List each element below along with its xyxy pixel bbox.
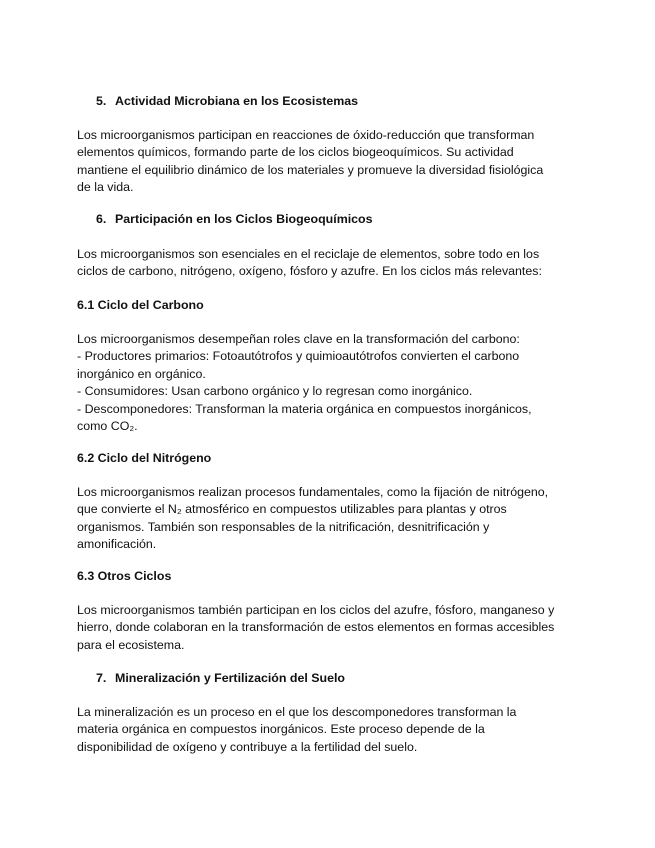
section-6-paragraph (77, 246, 577, 281)
subsection-6-2-heading: 6.2 Ciclo del Nitrógeno (77, 451, 212, 465)
paragraph-line: materia orgánica en compuestos inorgánicos. Este proceso depende de la (77, 722, 485, 737)
paragraph-line: Los microorganismos desempeñan roles clave en la transformación del carbono: (77, 332, 520, 346)
subsection-6-3-paragraph (77, 602, 577, 654)
paragraph-line: elementos químicos, formando parte de los ciclos biogeoquímicos. Su actividad (77, 145, 514, 160)
paragraph-line: Los microorganismos también participan en los ciclos del azufre, fósforo, manganeso y (77, 603, 555, 617)
subsection-6-1-paragraph (77, 331, 577, 435)
paragraph-line: ciclos de carbono, nitrógeno, oxígeno, fósforo y azufre. En los ciclos más relevantes: (77, 264, 542, 279)
paragraph-line: - Productores primarios: Fotoautótrofos y quimioautótrofos convierten el carbono (77, 349, 520, 364)
subsection-6-1-heading: 6.1 Ciclo del Carbono (77, 298, 204, 312)
paragraph-line: organismos. También son responsables de la nitrificación, desnitrificación y (77, 519, 490, 534)
section-5-paragraph (77, 127, 577, 197)
paragraph-line: amonificación. (77, 537, 157, 552)
section-6-heading (96, 211, 596, 228)
paragraph-line: inorgánico en orgánico. (77, 366, 206, 381)
section-5-heading (96, 93, 596, 110)
paragraph-line: - Descomponedores: Transforman la materia orgánica en compuestos inorgánicos, (77, 401, 532, 416)
paragraph-line: hierro, donde colaboran en la transformación de estos elementos en formas accesibles (77, 620, 555, 635)
paragraph-line: para el ecosistema. (77, 637, 185, 652)
subsection-6-2-paragraph (77, 484, 577, 554)
paragraph-line: como CO₂. (77, 419, 138, 434)
paragraph-line: Los microorganismos son esenciales en el reciclaje de elementos, sobre todo en los (77, 247, 540, 261)
section-7-title: Mineralización y Fertilización del Suelo (115, 671, 345, 685)
section-5-title: Actividad Microbiana en los Ecosistemas (115, 94, 359, 108)
section-7-number: 7. (96, 671, 107, 685)
subsection-6-3-heading: 6.3 Otros Ciclos (77, 569, 172, 583)
paragraph-line: mantiene el equilibrio dinámico de los materiales y promueve la diversidad fisiológica (77, 162, 544, 177)
section-6-number: 6. (96, 212, 107, 226)
section-5-number: 5. (96, 94, 107, 108)
section-7-paragraph (77, 704, 577, 756)
paragraph-line: Los microorganismos participan en reacciones de óxido-reducción que transforman (77, 128, 535, 142)
paragraph-line: disponibilidad de oxígeno y contribuye a la fertilidad del suelo. (77, 739, 418, 754)
paragraph-line: que convierte el N₂ atmosférico en compuestos utilizables para plantas y otros (77, 502, 507, 517)
paragraph-line: de la vida. (77, 180, 134, 195)
paragraph-line: La mineralización es un proceso en el que los descomponedores transforman la (77, 705, 517, 719)
paragraph-line: Los microorganismos realizan procesos fundamentales, como la fijación de nitrógeno, (77, 485, 549, 499)
section-6-title: Participación en los Ciclos Biogeoquímicos (115, 212, 373, 226)
section-7-heading (96, 670, 596, 687)
paragraph-line: - Consumidores: Usan carbono orgánico y lo regresan como inorgánico. (77, 384, 473, 399)
